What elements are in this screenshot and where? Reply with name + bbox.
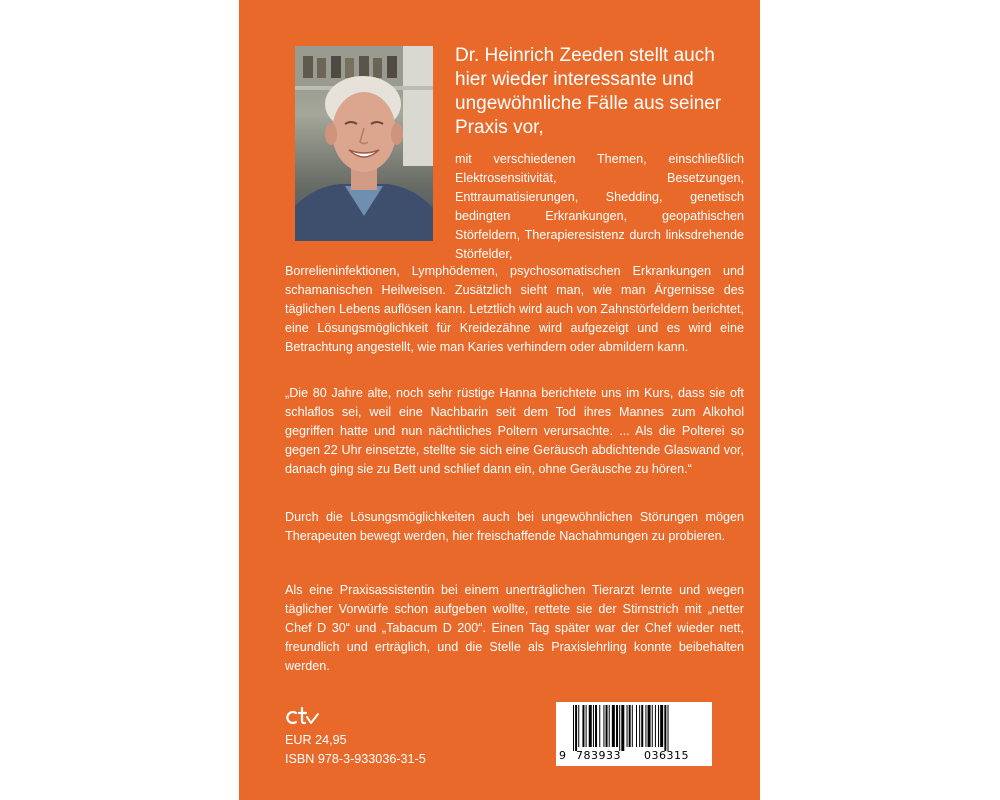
barcode-bar bbox=[578, 705, 579, 747]
barcode-bar bbox=[595, 705, 597, 747]
price-label: EUR 24,95 bbox=[285, 733, 347, 747]
barcode-digit-first: 9 bbox=[559, 749, 566, 762]
barcode-bars bbox=[559, 705, 709, 751]
isbn-barcode bbox=[556, 702, 712, 766]
barcode-bar bbox=[658, 705, 659, 747]
barcode-bar bbox=[603, 705, 604, 747]
barcode-bar bbox=[589, 705, 592, 747]
barcode-bar bbox=[655, 705, 656, 747]
barcode-bar bbox=[641, 705, 643, 747]
barcode-bar bbox=[616, 705, 618, 747]
isbn-label: ISBN 978-3-933036-31-5 bbox=[285, 752, 426, 766]
barcode-bar bbox=[645, 705, 646, 747]
publisher-logo-icon bbox=[285, 704, 325, 728]
barcode-digits-right: 036315 bbox=[644, 749, 689, 762]
barcode-bar bbox=[652, 705, 653, 747]
barcode-bar bbox=[606, 705, 608, 747]
barcode-bar bbox=[612, 705, 615, 747]
barcode-bar bbox=[648, 705, 651, 747]
barcode-bar bbox=[639, 705, 640, 747]
barcode-bar bbox=[582, 705, 584, 747]
barcode-bar bbox=[664, 705, 666, 751]
description-paragraph-3: Durch die Lösungsmöglichkeiten auch bei ungewöhnlichen Störungen mögen Therapeuten bewegt werden, hier freischaffende Nachahmungen zu probieren. bbox=[285, 510, 744, 543]
barcode-bar bbox=[668, 705, 669, 751]
barcode-digits-left: 783933 bbox=[576, 749, 621, 762]
barcode-bar bbox=[575, 705, 577, 751]
barcode-bar bbox=[621, 705, 624, 751]
barcode-bar bbox=[619, 705, 620, 751]
barcode-bar bbox=[609, 705, 610, 747]
barcode-bar bbox=[627, 705, 628, 747]
publisher-logo bbox=[285, 704, 325, 728]
author-portrait-icon bbox=[295, 46, 433, 241]
description-paragraph-part2: Borrelieninfektionen, Lymphödemen, psychosomatischen Erkrankungen und schamanischen Heilweisen. Zusätzlich sieht man, wie man Ärgernisse des täglichen Lebens auflösen kann. Letztlich wird auch von Zahnstörfeldern berichtet, eine Lösungsmöglichkeit für Kreidezähne wird aufgezeigt und es wird eine Betrachtung angestellt, wie man Karies verhindern oder abmildern kann. bbox=[285, 264, 744, 354]
description-paragraph-4: Als eine Praxisassistentin bei einem unerträglichen Tierarzt lernte und wegen täglicher Vorwürfe schon aufgeben wollte, rettete sie der Stirnstrich mit „netter Chef D 30“ und „Tabacum D 200“. Einen Tag später war der Chef wieder nett, freundlich und erträglich, und die Stelle als Praxislehrling konnte beibehalten werden. bbox=[285, 583, 744, 673]
barcode-bar bbox=[660, 705, 663, 747]
book-back-cover bbox=[239, 0, 760, 800]
barcode-bar bbox=[629, 705, 631, 747]
barcode-bar bbox=[632, 705, 633, 747]
barcode-digits bbox=[556, 748, 712, 764]
quote-paragraph: „Die 80 Jahre alte, noch sehr rüstige Hanna berichtete uns im Kurs, dass sie oft schlaflos sei, weil eine Nachbarin seit dem Tod ihres Mannes zum Alkohol gegriffen hatte und nun nächtliches Poltern verursachte. ... Als die Polterei so gegen 22 Uhr einsetzte, stellte sie sich eine Geräusch abdichtende Glaswand vor, danach ging sie zu Bett und schlief dann ein, ohne Geräusche zu hören.“ bbox=[285, 386, 744, 476]
barcode-bar bbox=[599, 705, 600, 747]
barcode-bar bbox=[573, 705, 574, 751]
barcode-bar bbox=[586, 705, 587, 747]
author-photo bbox=[295, 46, 433, 241]
barcode-bar bbox=[636, 705, 637, 747]
description-paragraph-part1: mit verschiedenen Themen, einschließlich Elektrosensitivität, Besetzungen, Enttraumatisierungen, Shedding, genetisch bedingten Erkrankungen, geopathischen Störfeldern, Therapieresistenz durch linksdrehende Störfelder, bbox=[455, 152, 744, 261]
barcode-bar bbox=[593, 705, 594, 747]
headline: Dr. Heinrich Zeeden stellt auch hier wieder interessante und ungewöhnliche Fälle aus seiner Praxis vor, bbox=[455, 45, 722, 138]
